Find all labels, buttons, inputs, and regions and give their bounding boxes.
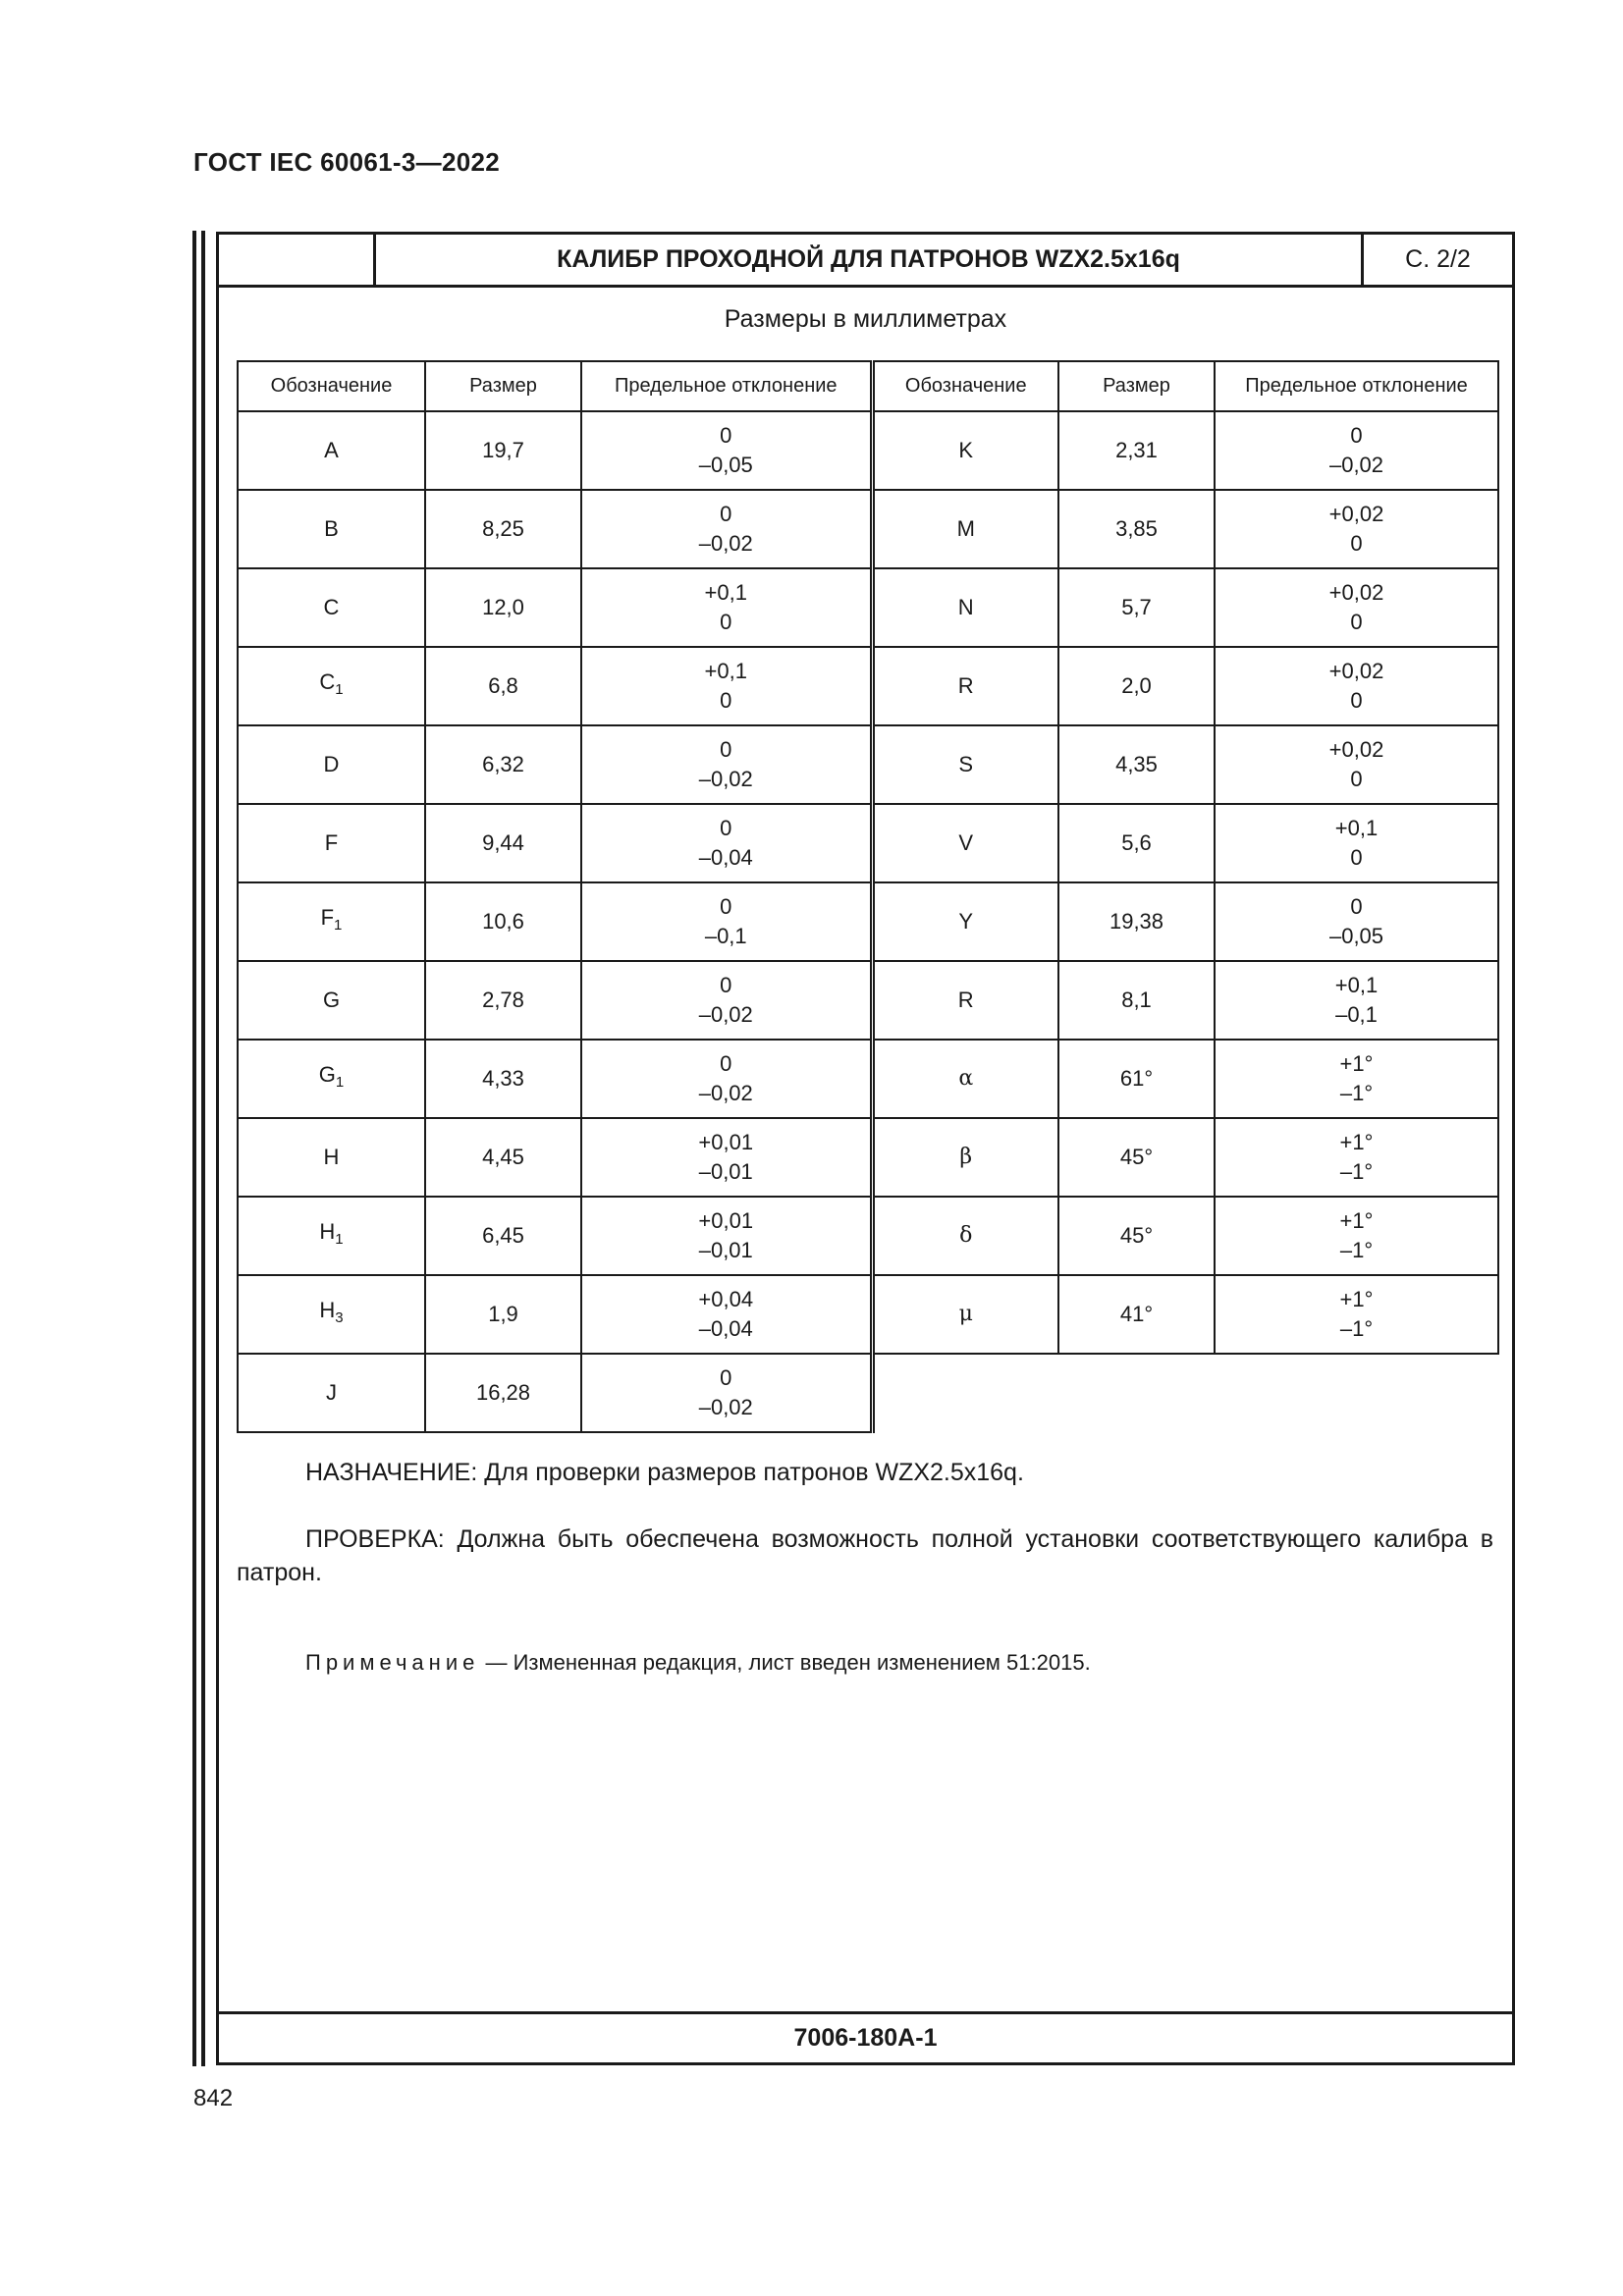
- deviation-cell: [581, 1354, 872, 1432]
- designation-symbol: B: [324, 516, 339, 541]
- designation-cell: [238, 1118, 425, 1197]
- size-cell: 2,31: [1058, 411, 1215, 490]
- deviation-cell: [1215, 490, 1498, 568]
- table-row: [238, 1197, 1498, 1275]
- upper-deviation: +0,04: [698, 1287, 754, 1311]
- designation-symbol: H: [319, 1219, 336, 1244]
- lower-deviation: –0,02: [698, 531, 753, 556]
- size-cell: 4,45: [425, 1118, 581, 1197]
- designation-symbol: G: [318, 1062, 336, 1087]
- empty-cell: [872, 1354, 1498, 1432]
- table-row: [238, 725, 1498, 804]
- lower-deviation: –0,01: [698, 1159, 753, 1184]
- designation-cell: μ: [872, 1275, 1058, 1354]
- document-code: ГОСТ IEC 60061-3—2022: [193, 147, 500, 177]
- column-header: Обозначение: [872, 361, 1058, 411]
- lower-deviation: –1°: [1339, 1159, 1374, 1184]
- designation-cell: [238, 882, 425, 961]
- table-row: [238, 411, 1498, 490]
- designation-subscript: 1: [335, 1231, 344, 1248]
- upper-deviation: +0,01: [698, 1208, 754, 1233]
- size-cell: 5,7: [1058, 568, 1215, 647]
- units-note: Размеры в миллиметрах: [724, 305, 1007, 333]
- designation-cell: δ: [872, 1197, 1058, 1275]
- deviation-cell: [581, 804, 872, 882]
- size-cell: 2,78: [425, 961, 581, 1040]
- designation-subscript: 1: [335, 681, 344, 698]
- upper-deviation: 0: [720, 502, 732, 526]
- sheet-title: КАЛИБР ПРОХОДНОЙ ДЛЯ ПАТРОНОВ WZX2.5x16q: [376, 235, 1364, 285]
- designation-symbol: C: [323, 595, 340, 619]
- designation-cell: [238, 411, 425, 490]
- deviation-cell: [581, 882, 872, 961]
- title-row: [219, 235, 1512, 288]
- designation-symbol: D: [323, 752, 340, 776]
- upper-deviation: 0: [720, 973, 732, 997]
- upper-deviation: 0: [720, 816, 732, 840]
- deviation-cell: [1215, 804, 1498, 882]
- designation-cell: M: [872, 490, 1058, 568]
- upper-deviation: +1°: [1339, 1287, 1374, 1311]
- deviation-cell: [581, 411, 872, 490]
- table-row: [238, 804, 1498, 882]
- designation-cell: [238, 568, 425, 647]
- upper-deviation: +0,02: [1328, 502, 1384, 526]
- lower-deviation: 0: [720, 610, 732, 634]
- lower-deviation: 0: [1350, 845, 1363, 870]
- size-cell: 61°: [1058, 1040, 1215, 1118]
- designation-subscript: 1: [334, 917, 343, 934]
- designation-cell: [238, 1197, 425, 1275]
- lower-deviation: –0,02: [698, 767, 753, 791]
- lower-deviation: –0,02: [698, 1395, 753, 1419]
- size-cell: 10,6: [425, 882, 581, 961]
- designation-symbol: C: [319, 669, 336, 694]
- deviation-cell: [1215, 882, 1498, 961]
- designation-symbol: H: [319, 1298, 336, 1322]
- dimensions-table: [237, 360, 1499, 1433]
- designation-cell: β: [872, 1118, 1058, 1197]
- deviation-cell: [581, 1040, 872, 1118]
- column-header: Размер: [425, 361, 581, 411]
- size-cell: 6,32: [425, 725, 581, 804]
- lower-deviation: –0,02: [698, 1002, 753, 1027]
- size-cell: 6,45: [425, 1197, 581, 1275]
- deviation-cell: [581, 490, 872, 568]
- designation-symbol: F: [324, 830, 339, 855]
- lower-deviation: –0,1: [1335, 1002, 1378, 1027]
- designation-symbol: J: [326, 1380, 337, 1405]
- table-row: [238, 647, 1498, 725]
- deviation-cell: [581, 1197, 872, 1275]
- check-text: ПРОВЕРКА: Должна быть обеспечена возможность полной установки соответствующего калибра в патрон.: [237, 1525, 1493, 1586]
- lower-deviation: 0: [1350, 688, 1363, 713]
- lower-deviation: –0,04: [698, 845, 753, 870]
- upper-deviation: 0: [720, 1051, 732, 1076]
- size-cell: 2,0: [1058, 647, 1215, 725]
- lower-deviation: 0: [1350, 767, 1363, 791]
- lower-deviation: –0,02: [1328, 453, 1384, 477]
- note: [305, 1648, 1493, 1678]
- lower-deviation: –0,05: [1328, 924, 1384, 948]
- lower-deviation: –0,04: [698, 1316, 753, 1341]
- upper-deviation: +0,1: [704, 580, 747, 605]
- column-header: Размер: [1058, 361, 1215, 411]
- lower-deviation: –0,1: [704, 924, 747, 948]
- size-cell: 41°: [1058, 1275, 1215, 1354]
- deviation-cell: [1215, 647, 1498, 725]
- table-header-row: [238, 361, 1498, 411]
- designation-cell: S: [872, 725, 1058, 804]
- deviation-cell: [1215, 1197, 1498, 1275]
- lower-deviation: –1°: [1339, 1238, 1374, 1262]
- upper-deviation: +0,02: [1328, 580, 1384, 605]
- table-body: [238, 411, 1498, 1432]
- column-header: Предельное отклонение: [1215, 361, 1498, 411]
- designation-cell: [238, 1040, 425, 1118]
- deviation-cell: [1215, 568, 1498, 647]
- designation-cell: [238, 490, 425, 568]
- binding-line: [192, 231, 196, 2066]
- table-row: [238, 490, 1498, 568]
- designation-cell: K: [872, 411, 1058, 490]
- table-row: [238, 1118, 1498, 1197]
- deviation-cell: [1215, 1040, 1498, 1118]
- designation-symbol: F: [320, 905, 335, 930]
- sheet-page: С. 2/2: [1405, 245, 1471, 273]
- designation-symbol: A: [324, 438, 339, 462]
- deviation-cell: [1215, 1118, 1498, 1197]
- table-row: [238, 568, 1498, 647]
- upper-deviation: +0,1: [1334, 973, 1379, 997]
- upper-deviation: +1°: [1339, 1130, 1374, 1154]
- lower-deviation: –1°: [1339, 1316, 1374, 1341]
- deviation-cell: [581, 568, 872, 647]
- upper-deviation: +0,01: [698, 1130, 754, 1154]
- designation-cell: [238, 725, 425, 804]
- upper-deviation: +0,02: [1328, 737, 1384, 762]
- sheet-code: 7006-180A-1: [219, 2011, 1512, 2062]
- table-row: [238, 1354, 1498, 1432]
- size-cell: 16,28: [425, 1354, 581, 1432]
- size-cell: 8,1: [1058, 961, 1215, 1040]
- column-header: Предельное отклонение: [581, 361, 872, 411]
- deviation-cell: [1215, 725, 1498, 804]
- deviation-cell: [581, 961, 872, 1040]
- designation-cell: [238, 961, 425, 1040]
- designation-cell: [238, 804, 425, 882]
- size-cell: 5,6: [1058, 804, 1215, 882]
- upper-deviation: 0: [720, 1365, 732, 1390]
- upper-deviation: +0,1: [1334, 816, 1379, 840]
- designation-subscript: 1: [335, 1074, 345, 1091]
- lower-deviation: –0,01: [698, 1238, 753, 1262]
- table-row: [238, 882, 1498, 961]
- upper-deviation: +1°: [1339, 1208, 1374, 1233]
- size-cell: 4,33: [425, 1040, 581, 1118]
- designation-cell: [238, 1275, 425, 1354]
- purpose-text: НАЗНАЧЕНИЕ: Для проверки размеров патронов WZX2.5x16q.: [305, 1459, 1024, 1486]
- size-cell: 1,9: [425, 1275, 581, 1354]
- upper-deviation: 0: [720, 737, 732, 762]
- size-cell: 19,7: [425, 411, 581, 490]
- lower-deviation: 0: [1350, 610, 1363, 634]
- size-cell: 45°: [1058, 1118, 1215, 1197]
- page-number: 842: [193, 2085, 234, 2111]
- designation-cell: [238, 1354, 425, 1432]
- size-cell: 6,8: [425, 647, 581, 725]
- deviation-cell: [581, 647, 872, 725]
- deviation-cell: [581, 725, 872, 804]
- designation-cell: V: [872, 804, 1058, 882]
- deviation-cell: [1215, 1275, 1498, 1354]
- lower-deviation: –1°: [1339, 1081, 1374, 1105]
- note-text: — Измененная редакция, лист введен изменением 51:2015.: [479, 1650, 1091, 1675]
- upper-deviation: 0: [1350, 423, 1363, 448]
- upper-deviation: +1°: [1339, 1051, 1374, 1076]
- upper-deviation: +0,1: [704, 659, 747, 683]
- designation-subscript: 3: [335, 1309, 344, 1326]
- lower-deviation: 0: [720, 688, 732, 713]
- note-label: Примечание: [305, 1650, 480, 1675]
- size-cell: 9,44: [425, 804, 581, 882]
- upper-deviation: +0,02: [1328, 659, 1384, 683]
- lower-deviation: 0: [1350, 531, 1363, 556]
- size-cell: 45°: [1058, 1197, 1215, 1275]
- designation-cell: α: [872, 1040, 1058, 1118]
- size-cell: 8,25: [425, 490, 581, 568]
- deviation-cell: [1215, 411, 1498, 490]
- binding-line: [201, 231, 205, 2066]
- size-cell: 4,35: [1058, 725, 1215, 804]
- title-empty-cell: [219, 235, 376, 285]
- lower-deviation: –0,05: [698, 453, 753, 477]
- lower-deviation: –0,02: [698, 1081, 753, 1105]
- column-header: Обозначение: [238, 361, 425, 411]
- table-row: [238, 1040, 1498, 1118]
- deviation-cell: [1215, 961, 1498, 1040]
- designation-cell: N: [872, 568, 1058, 647]
- designation-cell: R: [872, 961, 1058, 1040]
- designation-symbol: G: [322, 988, 341, 1012]
- deviation-cell: [581, 1275, 872, 1354]
- designation-cell: Y: [872, 882, 1058, 961]
- size-cell: 19,38: [1058, 882, 1215, 961]
- designation-cell: [238, 647, 425, 725]
- table-row: [238, 1275, 1498, 1354]
- sheet-frame: [216, 232, 1515, 2065]
- upper-deviation: 0: [1350, 894, 1363, 919]
- upper-deviation: 0: [720, 894, 732, 919]
- deviation-cell: [581, 1118, 872, 1197]
- size-cell: 3,85: [1058, 490, 1215, 568]
- size-cell: 12,0: [425, 568, 581, 647]
- upper-deviation: 0: [720, 423, 732, 448]
- designation-symbol: H: [323, 1145, 340, 1169]
- designation-cell: R: [872, 647, 1058, 725]
- table-row: [238, 961, 1498, 1040]
